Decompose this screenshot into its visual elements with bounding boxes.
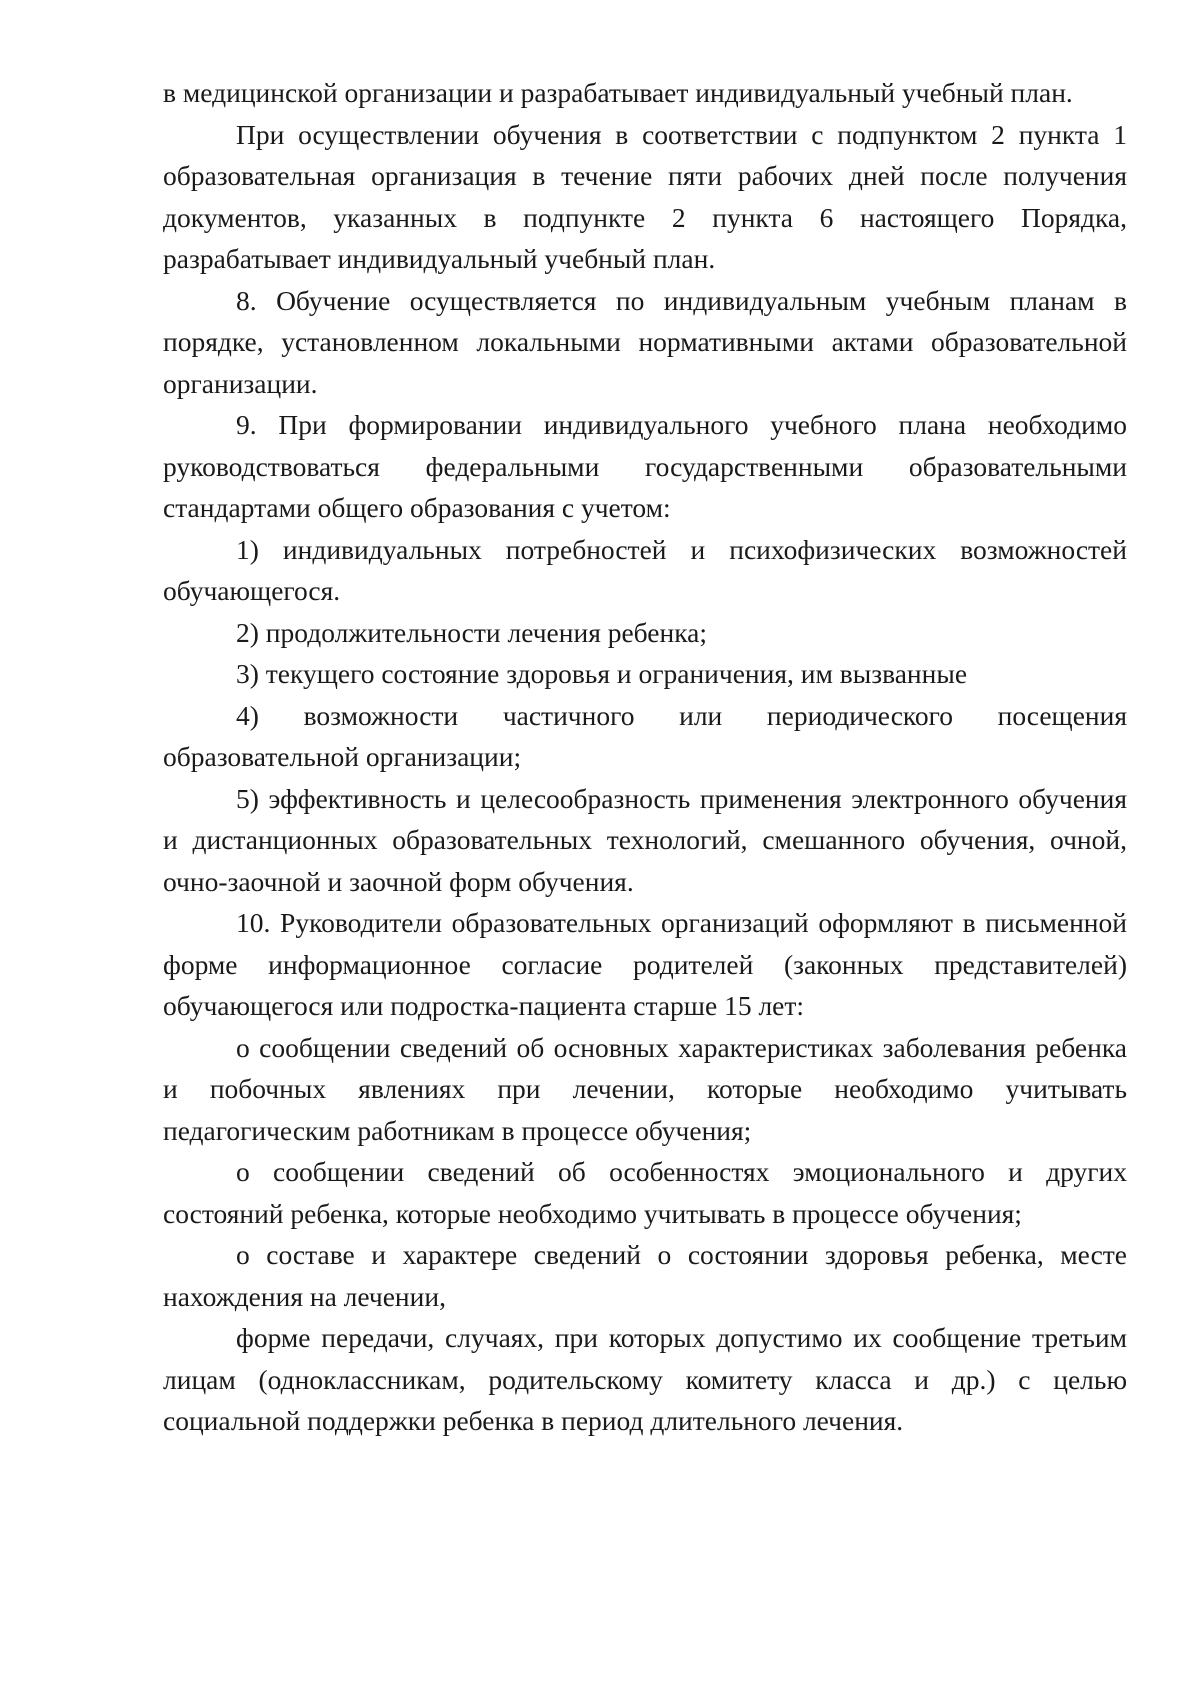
consent-item-health-info: о составе и характере сведений о состоянии здоровья ребенка, месте нахождения на лечении, [163, 1239, 1127, 1312]
list-item-4: 4) возможности частичного или периодического посещения образовательной организации; [163, 699, 1127, 772]
list-item-1: 1) индивидуальных потребностей и психофизических возможностей обучающегося. [163, 533, 1127, 606]
paragraph-item-8: 8. Обучение осуществляется по индивидуальным учебным планам в порядке, установленном локальными нормативными актами образовательной организации. [163, 284, 1127, 399]
list-item-3: 3) текущего состояние здоровья и ограничения, им вызванные [236, 658, 968, 689]
consent-item-emotional-state: о сообщении сведений об особенностях эмоционального и других состояний ребенка, которые необходимо учитывать в процессе обучения; [163, 1156, 1127, 1229]
document-body [163, 72, 1127, 1442]
paragraph-subpoint-2-training: При осуществлении обучения в соответствии с подпунктом 2 пункта 1 образовательная организация в течение пяти рабочих дней после получения документов, указанных в подпункте 2 пункта 6 настоящего Порядка, разрабатывает индивидуальный учебный план. [163, 118, 1127, 274]
list-item-2: 2) продолжительности лечения ребенка; [236, 616, 708, 648]
consent-item-transfer-form: форме передачи, случаях, при которых допустимо их сообщение третьим лицам (одноклассникам, родительскому комитету класса и др.) с целью социальной поддержки ребенка в период длительного лечения. [163, 1322, 1127, 1436]
consent-item-disease-info: о сообщении сведений об основных характеристиках заболевания ребенка и побочных явлениях при лечении, которые необходимо учитывать педагогическим работникам в процессе обучения; [163, 1031, 1127, 1146]
paragraph-continuation: в медицинской организации и разрабатывает индивидуальный учебный план. [163, 77, 1073, 108]
paragraph-item-9: 9. При формировании индивидуального учебного плана необходимо руководствоваться федеральными государственными образовательными стандартами общего образования с учетом: [163, 409, 1127, 523]
paragraph-item-10: 10. Руководители образовательных организаций оформляют в письменной форме информационное согласие родителей (законных представителей) обучающегося или подростка-пациента старше 15 лет: [163, 907, 1127, 1021]
list-item-5: 5) эффективность и целесообразность применения электронного обучения и дистанционных образовательных технологий, смешанного обучения, очной, очно-заочной и заочной форм обучения. [163, 782, 1127, 897]
